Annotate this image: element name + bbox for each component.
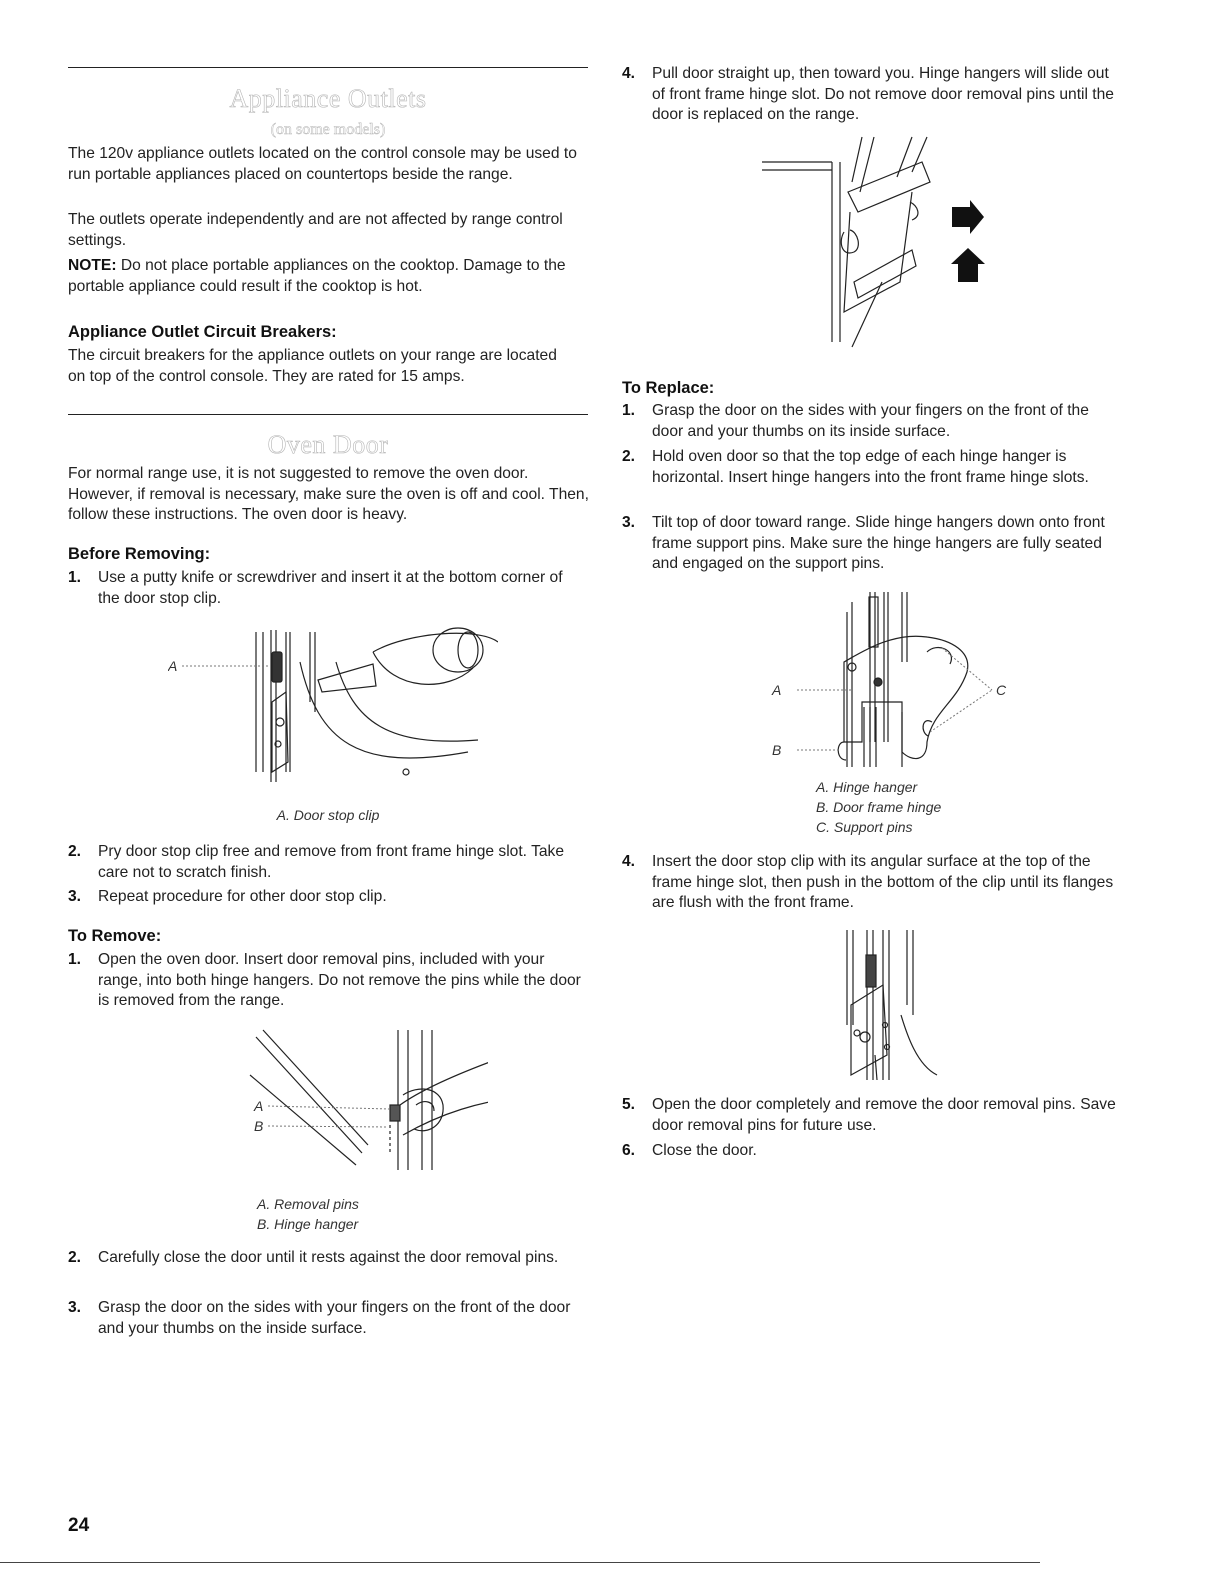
step-number: 4. xyxy=(622,65,636,82)
oven-door-title: Oven Door xyxy=(267,430,389,459)
before-removing-heading: Before Removing: xyxy=(68,545,211,563)
figure-caption: A. Door stop clip xyxy=(276,807,380,823)
step-text: Use a putty knife or screwdriver and insert it at the bottom corner of the door stop clip. xyxy=(98,569,563,607)
step-number: 6. xyxy=(622,1142,636,1159)
outlets-note xyxy=(68,256,578,297)
step-text: Pull door straight up, then toward you. Hinge hangers will slide out of front frame hinge slot. Do not remove door removal pins until the door is replaced on the range. xyxy=(652,65,1114,123)
step-text: Insert the door stop clip with its angular surface at the top of the frame hinge slot, then push in the bottom of the clip until its flanges are flush with the front frame. xyxy=(652,853,1114,911)
removal-pins-figure xyxy=(178,1025,488,1175)
step-number: 3. xyxy=(68,888,82,905)
arrow-right-icon xyxy=(952,200,984,234)
hinge-hanger-illustration xyxy=(752,592,1012,772)
step-number: 2. xyxy=(68,1249,82,1266)
hinge-hanger-figure xyxy=(752,592,1012,772)
outlets-paragraph-1: The 120v appliance outlets located on the control console may be used to run portable appliances placed on countertops beside the range. xyxy=(68,145,577,183)
figure-label-c: C xyxy=(996,682,1007,698)
to-remove-heading: To Remove: xyxy=(68,927,162,945)
footer-rule xyxy=(0,1562,1040,1563)
step-number: 1. xyxy=(68,951,82,968)
step-text: Open the oven door. Insert door removal pins, included with your range, into both hinge hangers. Do not remove the pins while the door is removed from the range. xyxy=(98,951,581,1009)
step-number: 2. xyxy=(622,448,636,465)
figure-label-b: B xyxy=(772,742,782,758)
outlets-paragraph-2: The outlets operate independently and are not affected by range control settings. xyxy=(68,211,563,249)
breakers-heading: Appliance Outlet Circuit Breakers: xyxy=(68,323,337,341)
step-number: 5. xyxy=(622,1096,636,1113)
step-number: 2. xyxy=(68,843,82,860)
step-number: 1. xyxy=(622,402,636,419)
figure-caption: B. Hinge hanger xyxy=(257,1216,359,1232)
step-text: Close the door. xyxy=(652,1142,757,1159)
step-text: Open the door completely and remove the door removal pins. Save door removal pins for future use. xyxy=(652,1096,1116,1134)
step-number: 1. xyxy=(68,569,82,586)
door-stop-clip-illustration xyxy=(168,622,498,792)
step-number: 3. xyxy=(68,1299,82,1316)
arrow-up-icon xyxy=(951,248,985,282)
step-number: 4. xyxy=(622,853,636,870)
to-replace-heading: To Replace: xyxy=(622,379,715,397)
step-text: Carefully close the door until it rests against the door removal pins. xyxy=(98,1249,559,1266)
clip-insert-figure xyxy=(837,925,947,1085)
figure-label-a: A xyxy=(254,1098,264,1114)
page-number: 24 xyxy=(68,1515,90,1536)
figure-caption: B. Door frame hinge xyxy=(816,799,942,815)
breakers-paragraph: The circuit breakers for the appliance outlets on your range are located on top of the control console. They are rated for 15 amps. xyxy=(68,347,557,385)
door-lift-figure xyxy=(762,132,1002,352)
figure-label-b: B xyxy=(254,1118,264,1134)
section-divider xyxy=(68,67,588,68)
step-text: Repeat procedure for other door stop clip. xyxy=(98,888,387,905)
figure-caption: A. Removal pins xyxy=(257,1196,359,1212)
step-number: 3. xyxy=(622,514,636,531)
note-text: Do not place portable appliances on the cooktop. Damage to the portable appliance could result if the cooktop is hot. xyxy=(68,257,566,295)
step-text: Pry door stop clip free and remove from front frame hinge slot. Take care not to scratch finish. xyxy=(98,843,565,881)
figure-label-a: A xyxy=(168,658,178,674)
note-label: NOTE: xyxy=(68,257,117,274)
appliance-outlets-title: Appliance Outlets xyxy=(229,84,427,113)
oven-door-intro: For normal range use, it is not suggested to remove the oven door. However, if removal is necessary, make sure the oven is off and cool. Then, follow these instructions. The oven door is heavy. xyxy=(68,465,589,523)
section-divider xyxy=(68,414,588,415)
removal-pins-illustration xyxy=(178,1025,488,1175)
step-text: Grasp the door on the sides with your fingers on the front of the door and your thumbs on its inside surface. xyxy=(652,402,1089,440)
step-text: Hold oven door so that the top edge of each hinge hanger is horizontal. Insert hinge hangers into the front frame hinge slots. xyxy=(652,448,1089,486)
step-text: Tilt top of door toward range. Slide hinge hangers down onto front frame support pins. Make sure the hinge hangers are fully seated and engaged on the support pins. xyxy=(652,514,1105,572)
door-lift-illustration xyxy=(762,132,1002,352)
clip-insert-illustration xyxy=(837,925,947,1085)
figure-caption: C. Support pins xyxy=(816,819,913,835)
door-stop-clip-figure xyxy=(168,622,498,792)
appliance-outlets-subtitle: (on some models) xyxy=(270,121,386,138)
step-text: Grasp the door on the sides with your fingers on the front of the door and your thumbs on the inside surface. xyxy=(98,1299,571,1337)
figure-label-a: A xyxy=(772,682,782,698)
figure-caption: A. Hinge hanger xyxy=(816,779,918,795)
